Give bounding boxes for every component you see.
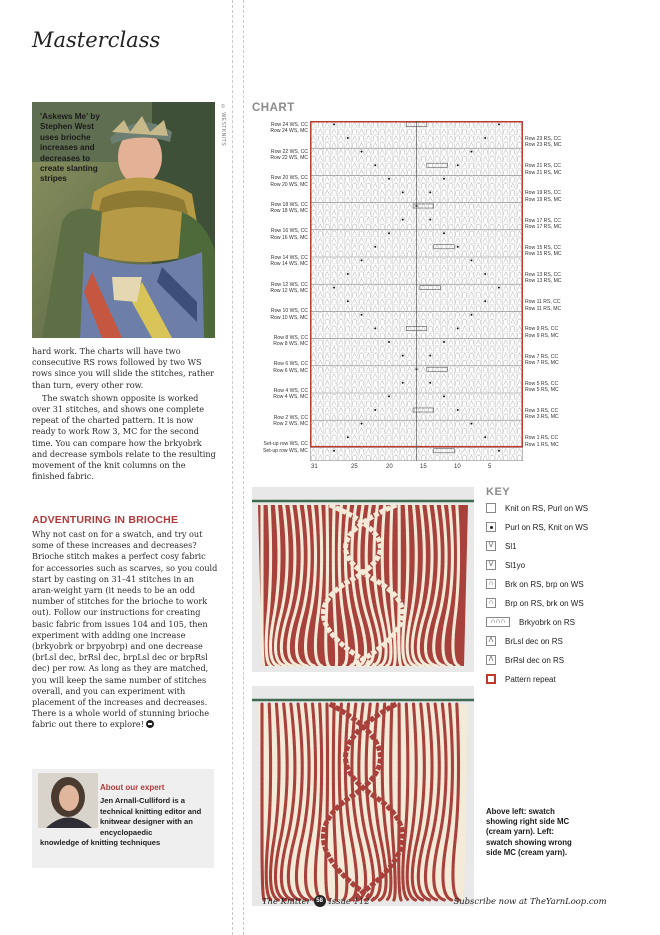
brrsl-symbol-icon: Λ bbox=[486, 655, 496, 665]
swatch-wrong-side-photo bbox=[252, 686, 474, 906]
chart-row-label: Row 3 RS, CC bbox=[525, 408, 559, 414]
brlsl-symbol-icon: Λ bbox=[486, 636, 496, 646]
chart-row-label: Set-up row WS, MC bbox=[262, 447, 308, 454]
chart-row-label: Row 8 WS, CC bbox=[273, 334, 308, 341]
key-item-brp bbox=[486, 597, 584, 609]
sl1-symbol-icon: V bbox=[486, 541, 496, 551]
chart-row-label: Row 15 RS, CC bbox=[525, 244, 561, 251]
key-item-label: Pattern repeat bbox=[505, 674, 556, 684]
key-item-label: Brp on RS, brk on WS bbox=[505, 598, 584, 608]
chart-row-label: Row 1 RS, MC bbox=[525, 441, 559, 448]
knit-symbol-icon bbox=[486, 503, 496, 513]
page-gutter bbox=[232, 0, 244, 935]
chart-row-label: Row 20 WS, MC bbox=[270, 181, 308, 188]
chart-row-label: Row 2 WS, MC bbox=[273, 420, 308, 427]
chart-row-label: Row 13 RS, MC bbox=[525, 278, 562, 285]
key-item-brk bbox=[486, 578, 584, 590]
key-item-sl1yo bbox=[486, 559, 525, 571]
chart-column-number: 25 bbox=[351, 464, 358, 470]
key-item-label: Brkyobrk on RS bbox=[519, 617, 576, 627]
chart-row-label: Row 23 RS, MC bbox=[525, 142, 562, 149]
chart-row-label: Row 14 WS, MC bbox=[270, 261, 308, 268]
body-text-top bbox=[32, 346, 218, 482]
sl1yo-symbol-icon: V bbox=[486, 560, 496, 570]
key-item-label: Purl on RS, Knit on WS bbox=[505, 522, 589, 532]
left-page bbox=[0, 0, 232, 935]
body-text-bottom bbox=[32, 529, 218, 731]
key-title: KEY bbox=[486, 486, 511, 498]
key-item-purl bbox=[486, 521, 588, 533]
chart-row-label: Row 6 WS, CC bbox=[273, 361, 308, 368]
chart-column-number: 10 bbox=[454, 464, 461, 470]
expert-title: About our expert bbox=[100, 783, 165, 792]
chart-row-label: Row 21 RS, MC bbox=[525, 169, 562, 176]
repeat-symbol-icon bbox=[486, 674, 496, 684]
chart-row-label: Row 17 RS, MC bbox=[525, 223, 562, 230]
brk-symbol-icon: ∩ bbox=[486, 579, 496, 589]
chart-row-label: Row 19 RS, MC bbox=[525, 196, 562, 203]
chart-row-label: Row 5 RS, CC bbox=[525, 380, 559, 387]
chart-row-label: Row 4 WS, MC bbox=[273, 394, 308, 401]
chart-row-label: Row 6 WS, MC bbox=[273, 367, 308, 374]
key-item-label: Sl1yo bbox=[505, 560, 526, 570]
brp-symbol-icon: ∩ bbox=[486, 598, 496, 608]
page-footer bbox=[262, 895, 622, 907]
chart-row-label: Row 16 WS, MC bbox=[270, 234, 308, 241]
key-item-brkyobrk bbox=[486, 616, 575, 628]
chart-row-label: Row 23 RS, CC bbox=[525, 136, 561, 142]
key-item-label: Sl1 bbox=[505, 541, 517, 551]
chart-row-label: Row 13 RS, CC bbox=[525, 272, 561, 278]
issue-number: Issue 112 bbox=[328, 896, 370, 906]
chart-row-label: Row 2 WS, CC bbox=[273, 414, 308, 421]
chart-row-label: Row 3 RS, MC bbox=[525, 414, 559, 421]
key-item-label: Brk on RS, brp on WS bbox=[505, 579, 584, 589]
paragraph: The swatch shown opposite is worked over 31 stitches, and shows one complete repeat of the charted pattern. It is now ready to work Row 3, MC for the second time. You can compare how the brkyobrk and decrease symbols relate to the resulting movement of the knit columns on the finished fabric. bbox=[32, 392, 216, 482]
chart-row-label: Row 5 RS, MC bbox=[525, 387, 559, 394]
chart-row-label: Row 24 WS, MC bbox=[270, 128, 308, 135]
chart-row-label: Row 7 RS, CC bbox=[525, 353, 559, 360]
chart-row-label: Row 7 RS, MC bbox=[525, 359, 559, 366]
key-item-brrsl bbox=[486, 654, 564, 666]
chart-column-number: 31 bbox=[311, 464, 318, 470]
expert-text: Jen Arnall-Culliford is a technical knitting editor and knitwear designer with an encyclopaedic knowledge of knitting techniques bbox=[40, 796, 202, 847]
key-item-label: Knit on RS, Purl on WS bbox=[505, 503, 589, 513]
chart-row-label: Row 19 RS, CC bbox=[525, 190, 561, 197]
key-item-brlsl bbox=[486, 635, 563, 647]
key-item-label: BrLsl dec on RS bbox=[505, 636, 563, 646]
key-item-sl1 bbox=[486, 540, 517, 552]
subscribe-link[interactable]: Subscribe now at TheYarnLoop.com bbox=[453, 896, 607, 906]
chart-row-label: Row 16 WS, CC bbox=[270, 228, 308, 235]
chart-row-label: Row 9 RS, MC bbox=[525, 332, 559, 339]
chart-row-label: Row 22 WS, MC bbox=[270, 154, 308, 161]
paragraph: hard work. The charts will have two consecutive RS rows followed by two WS rows since you will slide the stitches, rather than turn, every other row. bbox=[32, 346, 215, 390]
chart-title: CHART bbox=[252, 102, 295, 114]
swatch-right-side-photo bbox=[252, 487, 474, 672]
chart-row-label: Row 10 WS, MC bbox=[270, 314, 308, 321]
swatch-caption: Above left: swatch showing right side MC (cream yarn). Left: swatch showing wrong side MC (cream yarn). bbox=[486, 807, 572, 857]
chart-row-label: Row 10 WS, CC bbox=[270, 308, 308, 315]
page-number: 58 bbox=[314, 895, 326, 907]
brkyobrk-symbol-icon: ∩∩∩ bbox=[486, 617, 510, 627]
knitting-chart-grid bbox=[310, 121, 523, 461]
key-item-label: BrRsl dec on RS bbox=[505, 655, 565, 665]
chart-row-label: Set-up row WS, CC bbox=[263, 441, 308, 448]
expert-box bbox=[32, 769, 214, 868]
chart-row-label: Row 20 WS, CC bbox=[270, 175, 308, 182]
chart-row-label: Row 1 RS, CC bbox=[525, 435, 559, 442]
chart-row-label: Row 9 RS, CC bbox=[525, 326, 559, 333]
key-item-knit bbox=[486, 502, 588, 514]
chart-row-label: Row 11 RS, CC bbox=[525, 299, 561, 306]
magazine-name: The Knitter bbox=[262, 896, 311, 906]
end-mark-icon bbox=[146, 720, 154, 728]
chart-row-label: Row 21 RS, CC bbox=[525, 163, 561, 170]
chart-row-label: Row 12 WS, MC bbox=[270, 287, 308, 294]
chart-row-label: Row 22 WS, CC bbox=[270, 148, 308, 155]
paragraph: Why not cast on for a swatch, and try out some of these increases and decreases? Brioche stitch makes a perfect cosy fabric for accessories such as scarves, so you could start by casting on 31–41 stitches in an aran-weight yarn (it needs to be an odd number of stitches for the brioche to work out). Follow our instructions for creating basic fabric from issues 104 and 105, then experiment with adding one increase (brkyobrk or brpyobrp) and one decrease (brLsl dec, brRsl dec, brpLsl dec or brpRsl dec) per row. As long as they are matched, you will keep the same number of stitches overall, and you can experiment with placement of the increases and decreases. There is a whole world of stunning brioche fabric out there to explore! bbox=[32, 529, 218, 730]
chart-row-label: Row 18 WS, MC bbox=[270, 208, 308, 215]
chart-row-label: Row 8 WS, MC bbox=[273, 341, 308, 348]
sub-heading: ADVENTURING IN BRIOCHE bbox=[32, 514, 179, 526]
chart-row-label: Row 14 WS, CC bbox=[270, 255, 308, 261]
purl-symbol-icon bbox=[486, 522, 496, 532]
photo-caption: 'Askews Me' by Stephen West uses brioche increases and decreases to create slanting stripes bbox=[40, 112, 100, 184]
chart-row-label: Row 24 WS, CC bbox=[270, 122, 308, 128]
chart-row-label: Row 11 RS, MC bbox=[525, 305, 562, 312]
chart-column-number: 15 bbox=[420, 464, 427, 470]
chart-column-number: 5 bbox=[488, 464, 492, 470]
key-item-repeat bbox=[486, 673, 556, 685]
photo-credit: © WESTKNITS bbox=[220, 104, 226, 147]
chart-row-label: Row 18 WS, CC bbox=[270, 201, 308, 208]
section-title: Masterclass bbox=[32, 28, 161, 52]
chart-row-label: Row 12 WS, CC bbox=[270, 281, 308, 288]
chart-row-label: Row 15 RS, MC bbox=[525, 251, 562, 258]
chart-row-label: Row 4 WS, CC bbox=[273, 388, 308, 394]
chart-row-label: Row 17 RS, CC bbox=[525, 217, 561, 224]
chart-column-number: 20 bbox=[386, 464, 393, 470]
